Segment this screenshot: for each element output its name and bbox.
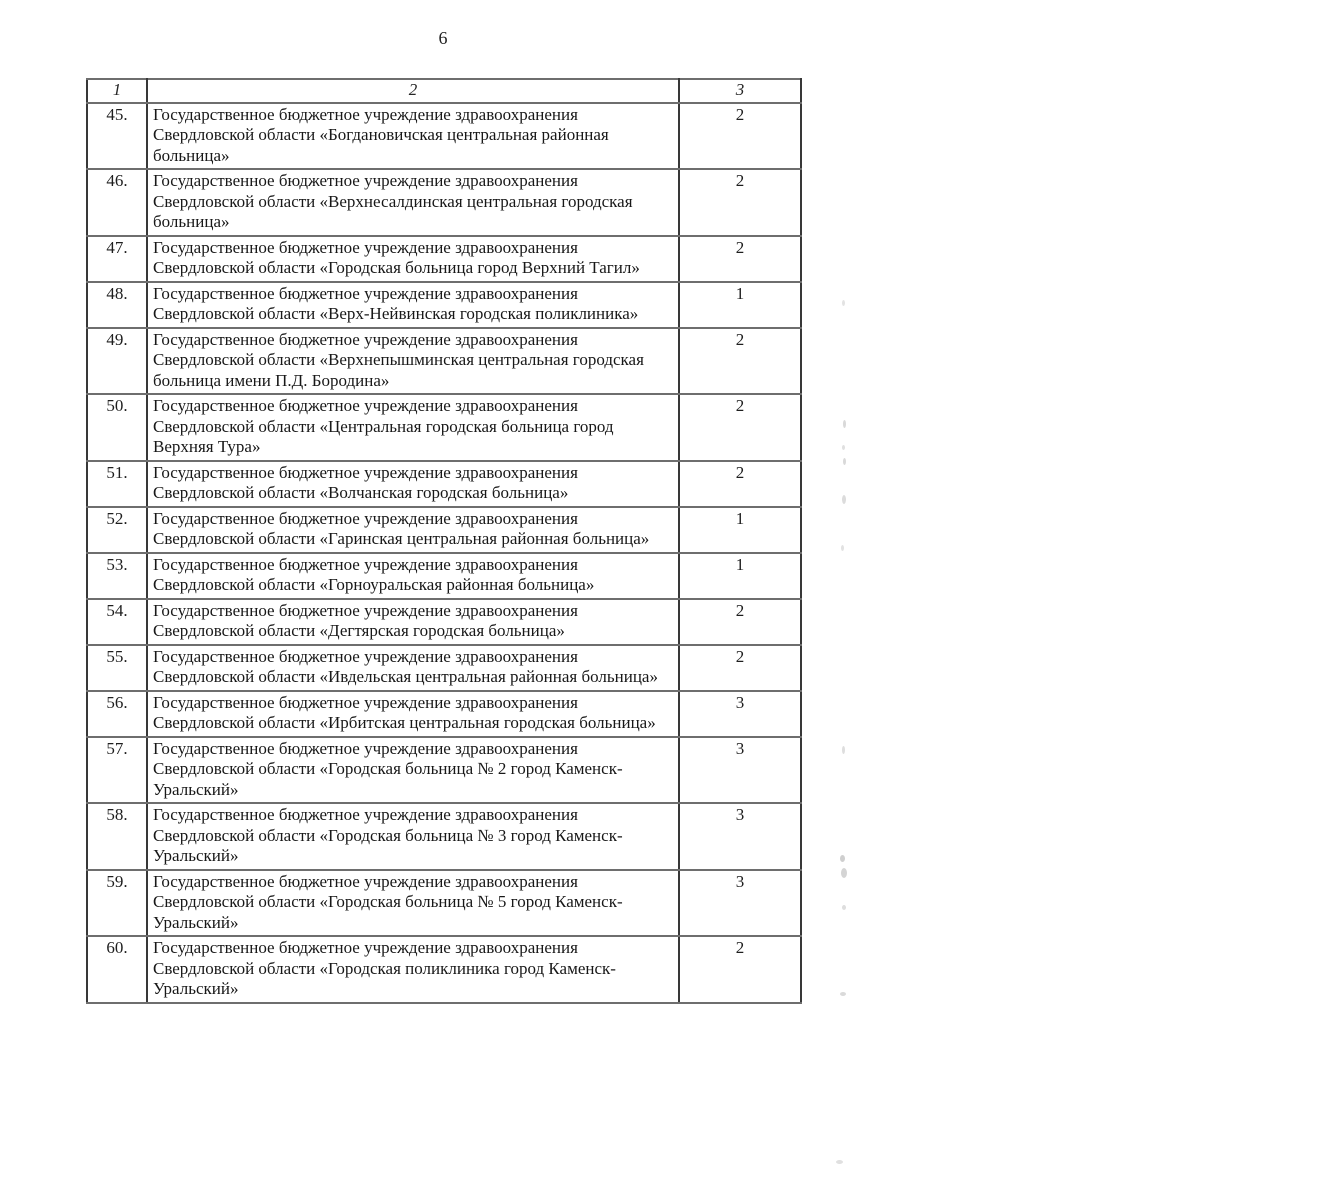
scan-artifact: [841, 545, 844, 551]
table-header: [87, 79, 801, 103]
institution-name-cell: Государственное бюджетное учреждение здравоохранения Свердловской области «Городская больница № 5 город Каменск-Уральский»: [147, 870, 679, 937]
column-header-2: 2: [147, 79, 679, 103]
row-number-cell: 50.: [87, 394, 147, 461]
scan-artifact: [842, 746, 845, 754]
table-row: [87, 599, 801, 645]
row-number-cell: 59.: [87, 870, 147, 937]
table-row: [87, 169, 801, 236]
table-row: [87, 507, 801, 553]
row-number-cell: 55.: [87, 645, 147, 691]
institution-name-cell: Государственное бюджетное учреждение здравоохранения Свердловской области «Центральная городская больница город Верхняя Тура»: [147, 394, 679, 461]
table-row: [87, 553, 801, 599]
table-row: [87, 282, 801, 328]
row-number-cell: 56.: [87, 691, 147, 737]
column-header-1: 1: [87, 79, 147, 103]
row-number-cell: 49.: [87, 328, 147, 395]
institution-name-cell: Государственное бюджетное учреждение здравоохранения Свердловской области «Ирбитская центральная городская больница»: [147, 691, 679, 737]
scan-artifact: [840, 992, 846, 996]
table-row: [87, 691, 801, 737]
row-value-cell: 2: [679, 936, 801, 1003]
row-value-cell: 3: [679, 803, 801, 870]
scan-artifact: [842, 905, 846, 910]
institution-name-cell: Государственное бюджетное учреждение здравоохранения Свердловской области «Городская больница город Верхний Тагил»: [147, 236, 679, 282]
institution-name-cell: Государственное бюджетное учреждение здравоохранения Свердловской области «Дегтярская городская больница»: [147, 599, 679, 645]
institutions-table-body: [87, 103, 801, 1003]
institution-name-cell: Государственное бюджетное учреждение здравоохранения Свердловской области «Волчанская городская больница»: [147, 461, 679, 507]
row-number-cell: 57.: [87, 737, 147, 804]
table-row: [87, 936, 801, 1003]
row-value-cell: 1: [679, 507, 801, 553]
institution-name-cell: Государственное бюджетное учреждение здравоохранения Свердловской области «Ивдельская центральная районная больница»: [147, 645, 679, 691]
row-value-cell: 2: [679, 599, 801, 645]
institution-name-cell: Государственное бюджетное учреждение здравоохранения Свердловской области «Верхнепышминская центральная городская больница имени П.Д. Бородина»: [147, 328, 679, 395]
row-value-cell: 1: [679, 282, 801, 328]
table-row: [87, 645, 801, 691]
table-header-row: [87, 79, 801, 103]
row-value-cell: 2: [679, 394, 801, 461]
row-number-cell: 60.: [87, 936, 147, 1003]
institution-name-cell: Государственное бюджетное учреждение здравоохранения Свердловской области «Богдановичская центральная районная больница»: [147, 103, 679, 170]
scan-artifact: [842, 300, 845, 306]
scan-artifact: [843, 458, 846, 465]
row-number-cell: 45.: [87, 103, 147, 170]
row-value-cell: 2: [679, 236, 801, 282]
table-row: [87, 461, 801, 507]
row-value-cell: 2: [679, 328, 801, 395]
scan-artifact: [841, 868, 847, 878]
table-row: [87, 394, 801, 461]
row-value-cell: 2: [679, 645, 801, 691]
row-number-cell: 58.: [87, 803, 147, 870]
row-number-cell: 54.: [87, 599, 147, 645]
table-row: [87, 737, 801, 804]
institution-name-cell: Государственное бюджетное учреждение здравоохранения Свердловской области «Верх-Нейвинская городская поликлиника»: [147, 282, 679, 328]
row-number-cell: 51.: [87, 461, 147, 507]
scan-artifact: [840, 855, 845, 862]
institution-name-cell: Государственное бюджетное учреждение здравоохранения Свердловской области «Гаринская центральная районная больница»: [147, 507, 679, 553]
institution-name-cell: Государственное бюджетное учреждение здравоохранения Свердловской области «Городская поликлиника город Каменск-Уральский»: [147, 936, 679, 1003]
row-value-cell: 2: [679, 103, 801, 170]
table-row: [87, 328, 801, 395]
row-value-cell: 1: [679, 553, 801, 599]
row-number-cell: 48.: [87, 282, 147, 328]
scan-artifact: [842, 495, 846, 504]
row-number-cell: 47.: [87, 236, 147, 282]
row-value-cell: 2: [679, 169, 801, 236]
row-value-cell: 3: [679, 737, 801, 804]
institution-name-cell: Государственное бюджетное учреждение здравоохранения Свердловской области «Городская больница № 2 город Каменск-Уральский»: [147, 737, 679, 804]
row-value-cell: 3: [679, 870, 801, 937]
row-number-cell: 46.: [87, 169, 147, 236]
row-value-cell: 2: [679, 461, 801, 507]
table-row: [87, 103, 801, 170]
scan-artifact: [836, 1160, 843, 1164]
scan-artifact: [843, 420, 846, 428]
column-header-3: 3: [679, 79, 801, 103]
page-number: 6: [438, 28, 448, 48]
table-row: [87, 236, 801, 282]
row-number-cell: 52.: [87, 507, 147, 553]
table-row: [87, 870, 801, 937]
institution-name-cell: Государственное бюджетное учреждение здравоохранения Свердловской области «Горноуральская районная больница»: [147, 553, 679, 599]
institutions-table: [86, 78, 802, 1004]
row-value-cell: 3: [679, 691, 801, 737]
table-row: [87, 803, 801, 870]
institution-name-cell: Государственное бюджетное учреждение здравоохранения Свердловской области «Городская больница № 3 город Каменск-Уральский»: [147, 803, 679, 870]
scan-artifact: [842, 445, 845, 450]
row-number-cell: 53.: [87, 553, 147, 599]
institution-name-cell: Государственное бюджетное учреждение здравоохранения Свердловской области «Верхнесалдинская центральная городская больница»: [147, 169, 679, 236]
